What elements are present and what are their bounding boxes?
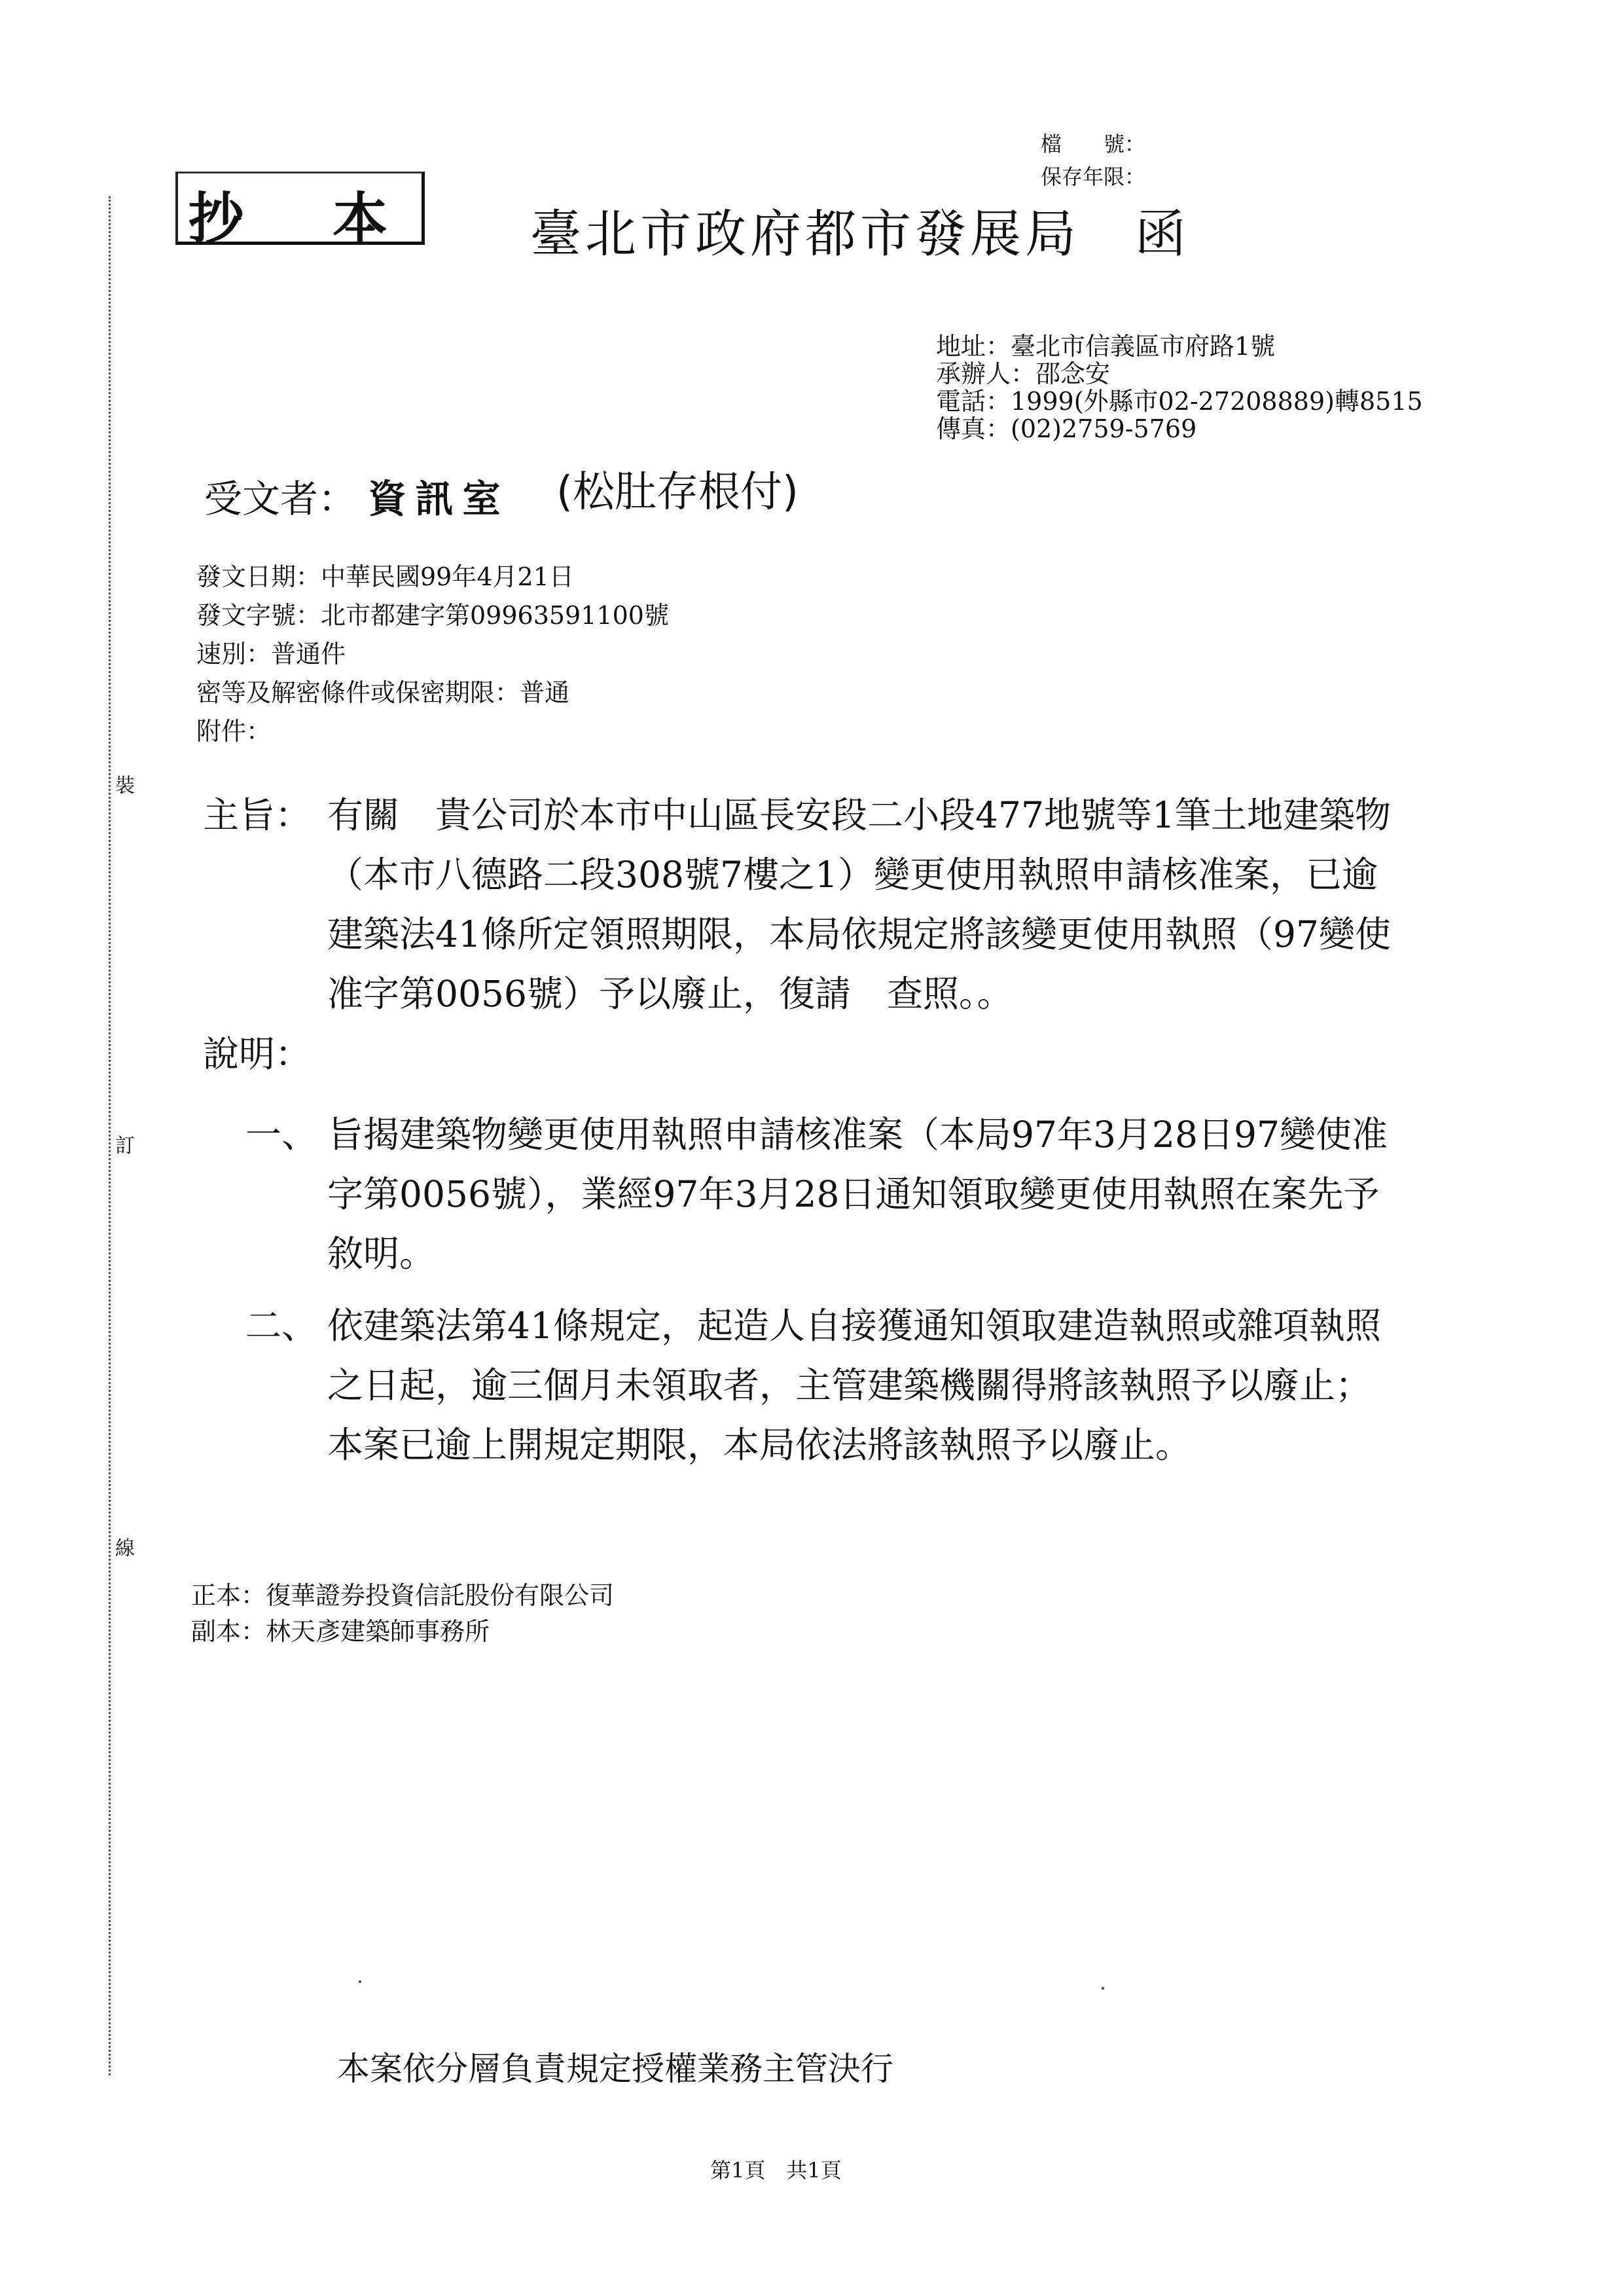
binding-mark-zhuang: 裝 (115, 774, 135, 797)
copy-stamp (175, 172, 425, 251)
page-number: 第1頁 共1頁 (710, 2158, 842, 2183)
item-text: 依建築法第41條規定，起造人自接獲通知領取建造執照或雜項執照之日起，逾三個月未領取者，主管建築機關得將該執照予以廢止；本案已逾上開規定期限，本局依法將該執照予以廢止。 (327, 1305, 1381, 1466)
original-recipient: 正本：復華證券投資信託股份有限公司 (191, 1581, 615, 1610)
sender-phone: 電話：1999(外縣市02-27208889)轉8515 (936, 387, 1423, 416)
binding-mark-ding: 訂 (115, 1135, 135, 1157)
security-level: 密等及解密條件或保密期限：普通 (196, 678, 570, 707)
distribution-list (191, 1578, 614, 1650)
handwritten-note: (松肚存根付) (556, 468, 799, 517)
attachments: 附件： (196, 717, 272, 746)
subject-label: 主旨： (203, 794, 312, 836)
recipient-label: 受文者： (204, 477, 357, 521)
sender-info (936, 333, 1423, 443)
delivery-speed: 速別：普通件 (196, 640, 346, 668)
archive-info (1041, 128, 1145, 193)
sender-handler: 承辦人：邵念安 (936, 359, 1111, 388)
sender-address: 地址：臺北市信義區市府路1號 (936, 332, 1276, 361)
stamp-char-2: 本 (333, 187, 388, 251)
recipient-name: 資訊室 (368, 477, 510, 521)
document-title: 臺北市政府都市發展局 函 (530, 205, 1191, 264)
item-number: 二、 (245, 1305, 318, 1347)
copy-recipient: 副本：林天彥建築師事務所 (191, 1617, 490, 1646)
scan-dot (359, 1980, 361, 1983)
item-number: 一、 (245, 1114, 318, 1156)
sender-fax: 傳真：(02)2759-5769 (936, 414, 1197, 443)
issue-date: 發文日期：中華民國99年4月21日 (196, 562, 574, 591)
binding-mark-xian: 線 (115, 1537, 135, 1560)
document-number: 發文字號：北市都建字第09963591100號 (196, 601, 669, 630)
stamp-char-1: 抄 (189, 187, 244, 251)
recipient (204, 468, 509, 523)
retention-label: 保存年限： (1041, 164, 1146, 189)
explanation-label: 說明： (203, 1033, 312, 1075)
file-number-label: 檔 號： (1041, 132, 1146, 156)
binding-line (109, 196, 111, 2075)
document-meta (196, 558, 669, 751)
item-text: 旨揭建築物變更使用執照申請核准案（本局97年3月28日97變使准字第0056號），業經97年3月28日通知領取變更使用執照在案先予敘明。 (327, 1114, 1388, 1275)
subject-text: 有關 貴公司於本市中山區長安段二小段477地號等1筆土地建築物（本市八德路二段308號7樓之1）變更使用執照申請核准案，已逾建築法41條所定領照期限，本局依規定將該變更使用執照（97變使准字第0056號）予以廢止，復請 查照。。 (327, 794, 1391, 1015)
authorization-note: 本案依分層負責規定授權業務主管決行 (337, 2050, 893, 2088)
scan-dot (1102, 1987, 1104, 1990)
